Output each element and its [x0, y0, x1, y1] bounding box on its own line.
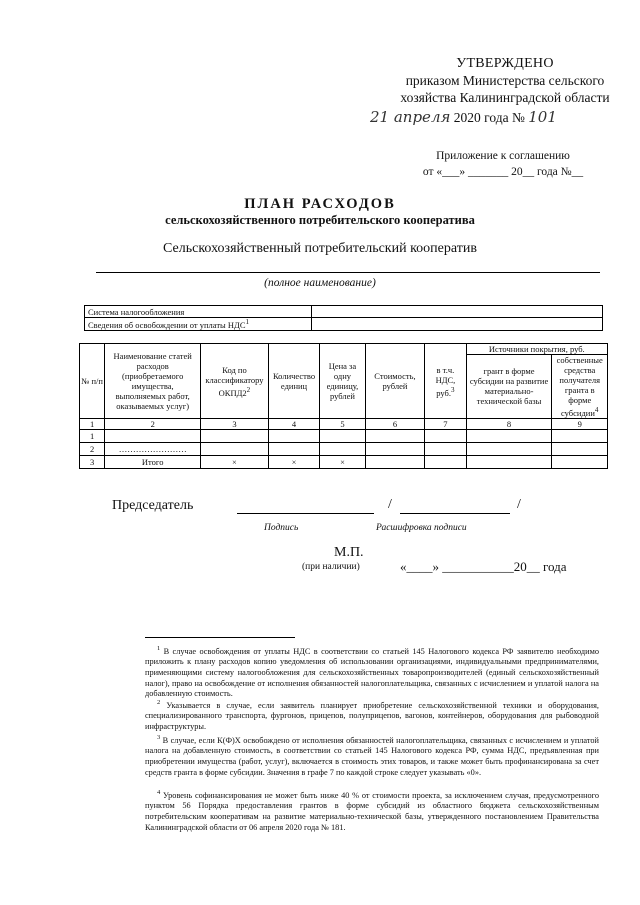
- row-number: 1: [80, 429, 105, 442]
- col-price-header: Цена за одну единицу, рублей: [320, 344, 365, 419]
- col-cost-header: Стоимость, рублей: [365, 344, 425, 419]
- footnote-text: В случае освобождения от уплаты НДС в соответствии со статьей 145 Налогового кодекса РФ заявителю необходимо приложить к плану расходов копию уведомления об использовании организациями, индивидуальными предпринимателями, применяющими систему налогообложения для сельскохозяйственных товаропроизводителей (единый сельскохозяйственный налог), право на освобождение от исполнения обязанностей налогоплательщика, связанных с исчислением и уплатой налога на добавленную стоимость.: [145, 646, 599, 699]
- slash-separator: /: [388, 497, 392, 512]
- col-vat-header: [425, 344, 466, 419]
- appendix-block: [398, 148, 608, 180]
- document-title: ПЛАН РАСХОДОВ: [244, 196, 396, 212]
- handwritten-number: 101: [528, 108, 557, 126]
- handwritten-date: 21 апреля: [370, 108, 451, 126]
- document-subtitle: сельскохозяйственного потребительского кооператива: [165, 213, 475, 227]
- sources-header: Источники покрытия, руб.: [466, 344, 607, 355]
- table-row: [85, 318, 603, 331]
- footnote-marker: 1: [157, 645, 161, 652]
- total-row: [80, 455, 608, 468]
- approval-year-text: 2020 года №: [453, 110, 525, 125]
- table-row: [85, 306, 603, 318]
- footnote-ref: 4: [594, 406, 599, 414]
- col-quantity-header: Количество единиц: [268, 344, 319, 419]
- footnote-ref: 3: [451, 385, 455, 394]
- appendix-line-1: Приложение к соглашению: [436, 150, 570, 162]
- full-name-caption: (полное наименование): [264, 277, 376, 289]
- vat-exemption-value: [312, 318, 603, 331]
- row-name: [105, 429, 201, 442]
- seal-note: (при наличии): [302, 562, 360, 572]
- expenses-table: [79, 343, 608, 469]
- column-number: 9: [552, 418, 608, 429]
- cross-mark: ×: [320, 455, 365, 468]
- footnote-ref: 2: [246, 385, 251, 394]
- footnote-marker: 2: [157, 699, 161, 706]
- col-code-text: Код по классификатору ОКПД2: [205, 364, 264, 398]
- decoding-caption: Расшифровка подписи: [376, 523, 467, 533]
- cross-mark: ×: [201, 455, 269, 468]
- header-row: [80, 344, 608, 355]
- footnote-text: Указывается в случае, если заявитель планирует приобретение сельскохозяйственной техники и оборудования, специализированного транспорта, фургонов, прицепов, полуприцепов, вагонов, контейнеров, оборудования для рыбоводной инфраструктуры.: [145, 700, 600, 731]
- tax-system-value: [312, 306, 603, 318]
- col-own-funds-header: [552, 355, 608, 419]
- column-number: 8: [466, 418, 552, 429]
- col-code-header: [201, 344, 269, 419]
- column-number: 7: [425, 418, 466, 429]
- column-number: 3: [201, 418, 269, 429]
- tax-info-table: [84, 305, 603, 331]
- column-number: 2: [105, 418, 201, 429]
- footnote-4: [145, 788, 599, 833]
- vat-exemption-text: Сведения об освобождении от уплаты НДС: [88, 319, 246, 330]
- approval-line-1: приказом Министерства сельского: [405, 73, 605, 88]
- vat-exemption-label: [85, 318, 312, 331]
- footnote-text: Уровень софинансирования не может быть ниже 40 % от стоимости проекта, за исключением случая, предусмотренного пунктом 56 Порядка предоставления грантов в форме субсидий из областного бюджета сельскохозяйственным потребительским кооперативам на развитие материально-технической базы, утвержденного постановлением Правительства Калининградской области от 06 апреля 2020 года № 181.: [145, 790, 599, 832]
- footnote-2: [145, 698, 599, 733]
- column-number: 5: [320, 418, 365, 429]
- seal-label: М.П.: [334, 545, 364, 560]
- approval-date-line: [370, 108, 557, 126]
- row-name: ……………………: [105, 442, 201, 455]
- footnote-text: В случае, если К(Ф)Х освобождено от исполнения обязанностей налогоплательщика, связанных с исчислением и уплатой налога на добавленную стоимость, в соответствии со статьей 145 Налогового кодекса РФ, сумма НДС, предъявленная при приобретении имущества (работ, услуг), включается в стоимость этих товаров, и также может быть профинансирована за счет средств гранта в форме субсидии. Значения в графе 7 по каждой строке следует указывать «0».: [145, 735, 599, 777]
- slash-separator: /: [517, 497, 521, 512]
- row-name: Итого: [105, 455, 201, 468]
- column-number: 4: [268, 418, 319, 429]
- approval-heading: УТВЕРЖДЕНО: [456, 56, 554, 71]
- approval-block: [370, 55, 640, 106]
- chairman-label: Председатель: [112, 498, 194, 513]
- signature-line: [237, 512, 374, 514]
- col-number-header: № п/п: [80, 344, 105, 419]
- row-number: 3: [80, 455, 105, 468]
- signature-caption: Подпись: [264, 523, 299, 533]
- approval-line-2: хозяйства Калининградской области: [400, 90, 610, 105]
- row-number: 2: [80, 442, 105, 455]
- full-name-line: [96, 272, 600, 273]
- decoding-line: [400, 512, 510, 514]
- tax-system-label: Система налогообложения: [85, 306, 312, 318]
- footnote-separator: [145, 637, 295, 638]
- appendix-line-2: от «___» _______ 20__ года №__: [422, 166, 584, 178]
- cross-mark: ×: [268, 455, 319, 468]
- table-row: [80, 429, 608, 442]
- footnote-marker: 3: [157, 734, 161, 741]
- column-number: 1: [80, 418, 105, 429]
- footnote-3: [145, 733, 599, 778]
- col-name-header: Наименование статей расходов (приобретаемого имущества, выполняемых работ, оказываемых услуг): [105, 344, 201, 419]
- col-grant-header: грант в форме субсидии на развитие материально-технической базы: [466, 355, 552, 419]
- footnote-1: [145, 644, 599, 700]
- table-row: [80, 442, 608, 455]
- col-own-funds-text: собственные средства получателя гранта в форме субсидии: [556, 355, 603, 418]
- footnote-ref: 1: [245, 318, 250, 326]
- column-number: 6: [365, 418, 425, 429]
- cooperative-label: Сельскохозяйственный потребительский кооператив: [163, 241, 477, 256]
- column-numbers-row: [80, 418, 608, 429]
- col-vat-text: в т.ч. НДС, руб.: [435, 364, 456, 398]
- footnote-marker: 4: [157, 789, 161, 796]
- date-line: «____» ___________20__ года: [400, 559, 567, 574]
